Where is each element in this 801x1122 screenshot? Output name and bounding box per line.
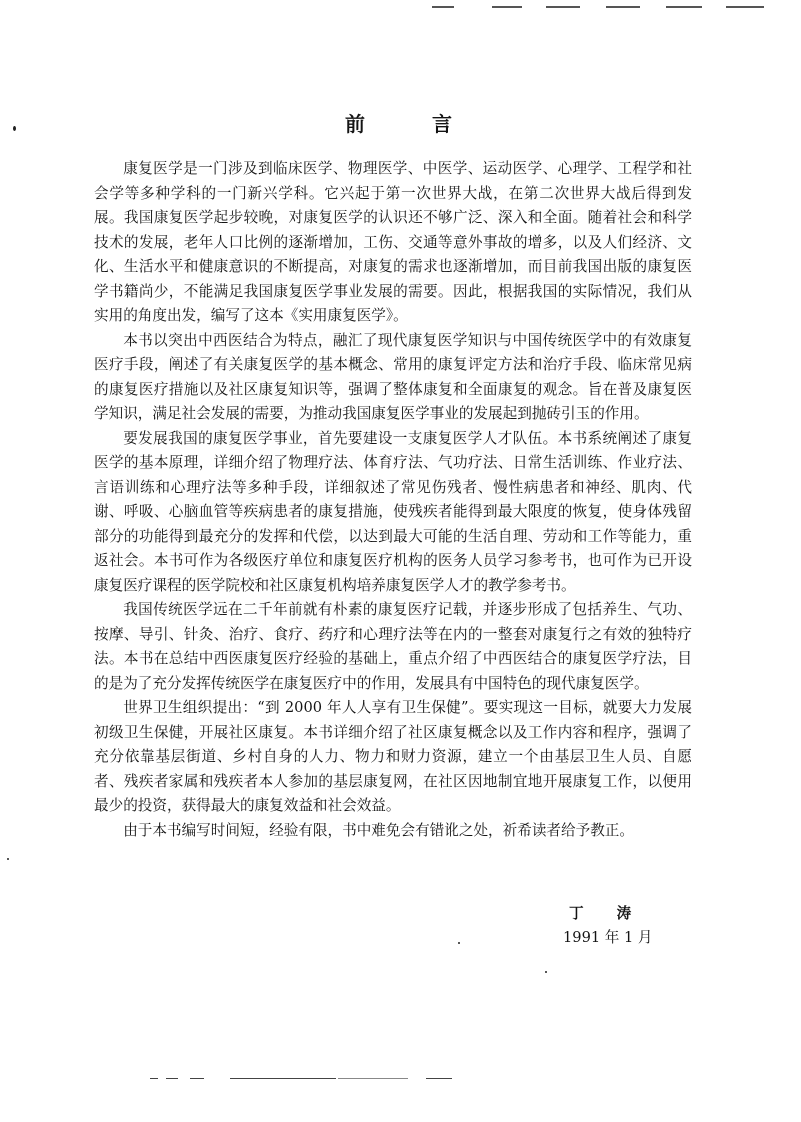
scan-bottom-mark	[150, 1078, 158, 1079]
scan-bottom-mark	[190, 1078, 204, 1079]
scan-bottom-mark	[426, 1078, 452, 1079]
paragraph: 本书以突出中西医结合为特点，融汇了现代康复医学知识与中国传统医学中的有效康复医疗手段，阐述了有关康复医学的基本概念、常用的康复评定方法和治疗手段、临床常见病的康复医疗措施以及社区康复知识等，强调了整体康复和全面康复的观念。旨在普及康复医学知识，满足社会发展的需要，为推动我国康复医学事业的发展起到抛砖引玉的作用。	[94, 331, 692, 422]
scan-speck	[7, 858, 9, 860]
paragraph: 世界卫生组织提出：“到 2000 年人人享有卫生保健”。要实现这一目标，就要大力发展初级卫生保健，开展社区康复。本书详细介绍了社区康复概念以及工作内容和程序，强调了充分依靠基层街道、乡村自身的人力、物力和财力资源，建立一个由基层卫生人员、自愿者、残疾者家属和残疾者本人参加的基层康复网，在社区因地制宜地开展康复工作，以便用最少的投资，获得最大的康复效益和社会效益。	[94, 699, 692, 814]
signature-date: 1991 年 1 月	[563, 929, 653, 946]
page-title: 前 言	[345, 112, 482, 136]
paragraph: 要发展我国的康复医学事业，首先要建设一支康复医学人才队伍。本书系统阐述了康复医学的基本原理，详细介绍了物理疗法、体育疗法、气功疗法、日常生活训练、作业疗法、言语训练和心理疗法等多种手段，详细叙述了常见伤残者、慢性病患者和神经、肌肉、代谢、呼吸、心脑血管等疾病患者的康复措施，使残疾者能得到最大限度的恢复，使身体残留部分的功能得到最充分的发挥和代偿，以达到最大可能的生活自理、劳动和工作等能力，重返社会。本书可作为各级医疗单位和康复医疗机构的医务人员学习参考书，也可作为已开设康复医疗课程的医学院校和社区康复机构培养康复医学人才的教学参考书。	[94, 429, 692, 594]
scan-bottom-mark	[230, 1078, 336, 1079]
paragraph: 康复医学是一门涉及到临床医学、物理医学、中医学、运动医学、心理学、工程学和社会学等多种学科的一门新兴学科。它兴起于第一次世界大战，在第二次世界大战后得到发展。我国康复医学起步较晚，对康复医学的认识还不够广泛、深入和全面。随着社会和科学技术的发展，老年人口比例的逐渐增加，工伤、交通等意外事故的增多，以及人们经济、文化、生活水平和健康意识的不断提高，对康复的需求也逐渐增加，而目前我国出版的康复医学书籍尚少，不能满足我国康复医学事业发展的需要。因此，根据我国的实际情况，我们从实用的角度出发，编写了这本《实用康复医学》。	[94, 160, 692, 324]
scan-edge-marks	[420, 6, 801, 9]
scan-bottom-mark	[166, 1078, 178, 1079]
paragraph: 我国传统医学远在二千年前就有朴素的康复医疗记载，并逐步形成了包括养生、气功、按摩、导引、针灸、治疗、食疗、药疗和心理疗法等在内的一整套对康复行之有效的独特疗法。本书在总结中西医康复医疗经验的基础上，重点介绍了中西医结合的康复医学疗法，目的是为了充分发挥传统医学在康复医疗中的作用，发展具有中国特色的现代康复医学。	[94, 601, 692, 692]
scan-speck	[458, 942, 460, 944]
author-name: 丁 涛	[569, 905, 646, 922]
scan-speck	[545, 971, 547, 973]
paragraph: 由于本书编写时间短，经验有限，书中难免会有错讹之处，祈希读者给予教正。	[123, 821, 634, 839]
preface-body	[94, 157, 692, 843]
signature-block	[563, 902, 693, 950]
scan-bottom-mark	[338, 1078, 408, 1079]
